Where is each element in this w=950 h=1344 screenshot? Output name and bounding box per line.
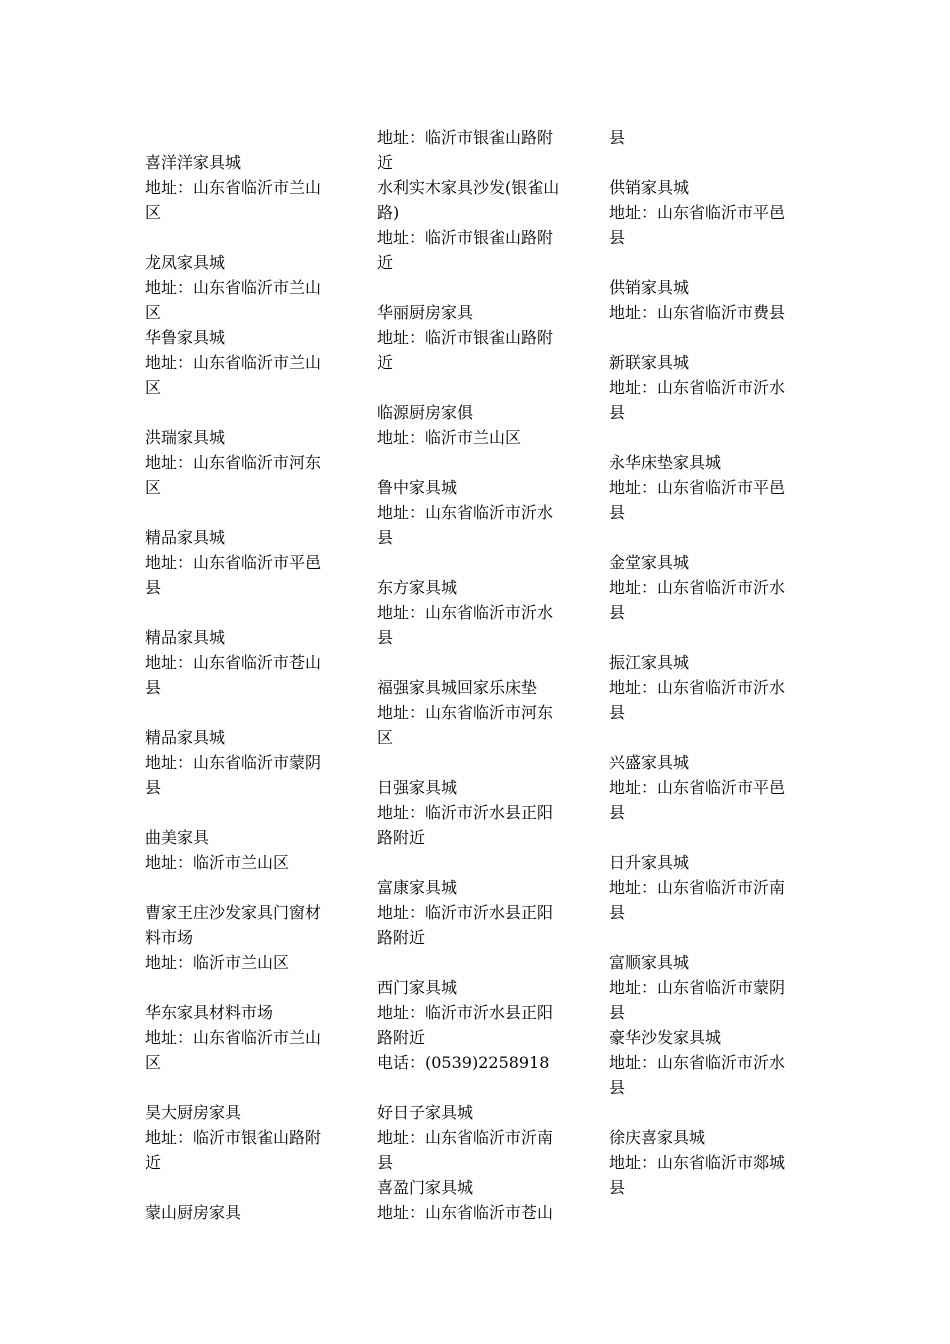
text-line: 华鲁家具城 bbox=[145, 328, 226, 347]
text-line bbox=[377, 750, 577, 775]
text-line: 蒙山厨房家具 bbox=[145, 1203, 242, 1222]
text-line: 地址：山东省临沂市沂水 bbox=[609, 678, 786, 697]
text-line bbox=[145, 600, 345, 625]
text-line: 路附近 bbox=[377, 828, 426, 847]
text-line bbox=[145, 225, 345, 250]
text-line bbox=[609, 150, 809, 175]
text-line: 料市场 bbox=[145, 928, 194, 947]
text-line: 振江家具城 bbox=[609, 653, 690, 672]
text-line bbox=[609, 925, 809, 950]
text-line: 日升家具城 bbox=[609, 853, 690, 872]
text-line bbox=[609, 525, 809, 550]
text-line: 永华床垫家具城 bbox=[609, 453, 722, 472]
text-line: 地址：山东省临沂市沂水 bbox=[609, 1053, 786, 1072]
text-line: 县 bbox=[377, 628, 394, 647]
text-line: 地址：临沂市银雀山路附 bbox=[377, 128, 554, 147]
text-line: 西门家具城 bbox=[377, 978, 458, 997]
text-line: 鲁中家具城 bbox=[377, 478, 458, 497]
text-line: 县 bbox=[609, 1078, 626, 1097]
text-line bbox=[377, 450, 577, 475]
text-line: 新联家具城 bbox=[609, 353, 690, 372]
text-line: 区 bbox=[145, 203, 162, 222]
text-line: 县 bbox=[609, 603, 626, 622]
text-line: 金堂家具城 bbox=[609, 553, 690, 572]
text-line bbox=[377, 275, 577, 300]
text-line: 县 bbox=[609, 1178, 626, 1197]
text-line: 地址：山东省临沂市沂水 bbox=[609, 578, 786, 597]
column-1 bbox=[145, 125, 345, 1225]
text-line: 区 bbox=[145, 478, 162, 497]
text-line: 地址：临沂市沂水县正阳 bbox=[377, 903, 554, 922]
text-line: 东方家具城 bbox=[377, 578, 458, 597]
text-line: 县 bbox=[609, 1003, 626, 1022]
text-line bbox=[377, 850, 577, 875]
text-line: 地址：山东省临沂市平邑 bbox=[609, 478, 786, 497]
text-line bbox=[609, 250, 809, 275]
text-line: 供销家具城 bbox=[609, 178, 690, 197]
text-line: 兴盛家具城 bbox=[609, 753, 690, 772]
text-line: 富顺家具城 bbox=[609, 953, 690, 972]
text-line: 县 bbox=[609, 803, 626, 822]
text-line: 地址：临沂市银雀山路附 bbox=[145, 1128, 322, 1147]
text-line: 昊大厨房家具 bbox=[145, 1103, 242, 1122]
text-line: 地址：山东省临沂市沂南 bbox=[609, 878, 786, 897]
text-line: 地址：山东省临沂市苍山 bbox=[377, 1203, 554, 1222]
text-line: 地址：山东省临沂市郯城 bbox=[609, 1153, 786, 1172]
text-line bbox=[145, 875, 345, 900]
text-line: 近 bbox=[377, 353, 394, 372]
text-line bbox=[145, 1075, 345, 1100]
text-line bbox=[145, 125, 345, 150]
text-line: 精品家具城 bbox=[145, 528, 226, 547]
text-line: 地址：山东省临沂市兰山 bbox=[145, 353, 322, 372]
text-line: 地址：山东省临沂市兰山 bbox=[145, 278, 322, 297]
text-line: 曲美家具 bbox=[145, 828, 210, 847]
text-line bbox=[609, 725, 809, 750]
text-line: 地址：山东省临沂市河东 bbox=[377, 703, 554, 722]
text-line: 徐庆喜家具城 bbox=[609, 1128, 706, 1147]
text-line bbox=[377, 650, 577, 675]
text-line bbox=[377, 1075, 577, 1100]
text-line: 区 bbox=[145, 378, 162, 397]
text-line: 路附近 bbox=[377, 1028, 426, 1047]
text-line: 地址：山东省临沂市兰山 bbox=[145, 1028, 322, 1047]
text-line: 地址：山东省临沂市苍山 bbox=[145, 653, 322, 672]
text-line: 县 bbox=[145, 778, 162, 797]
text-line: 地址：山东省临沂市蒙阴 bbox=[609, 978, 786, 997]
text-line: 地址：临沂市银雀山路附 bbox=[377, 228, 554, 247]
text-line: 区 bbox=[377, 728, 394, 747]
text-line: 地址：临沂市兰山区 bbox=[145, 853, 290, 872]
text-line: 路附近 bbox=[377, 928, 426, 947]
text-line: 临源厨房家俱 bbox=[377, 403, 474, 422]
text-line bbox=[377, 950, 577, 975]
text-line: 区 bbox=[145, 1053, 162, 1072]
text-line: 精品家具城 bbox=[145, 628, 226, 647]
column-2 bbox=[377, 125, 577, 1225]
text-line: 地址：山东省临沂市河东 bbox=[145, 453, 322, 472]
text-line: 县 bbox=[609, 128, 626, 147]
text-line: 路) bbox=[377, 203, 400, 222]
text-line: 豪华沙发家具城 bbox=[609, 1028, 722, 1047]
text-line: 喜洋洋家具城 bbox=[145, 153, 242, 172]
text-line: 县 bbox=[377, 528, 394, 547]
text-line: 县 bbox=[145, 678, 162, 697]
text-line: 地址：山东省临沂市蒙阴 bbox=[145, 753, 322, 772]
text-line: 曹家王庄沙发家具门窗材 bbox=[145, 903, 322, 922]
text-line: 华丽厨房家具 bbox=[377, 303, 474, 322]
text-line: 地址：山东省临沂市沂南 bbox=[377, 1128, 554, 1147]
text-line: 地址：山东省临沂市沂水 bbox=[609, 378, 786, 397]
text-line: 华东家具材料市场 bbox=[145, 1003, 274, 1022]
text-line: 县 bbox=[609, 228, 626, 247]
text-line: 日强家具城 bbox=[377, 778, 458, 797]
text-line: 喜盈门家具城 bbox=[377, 1178, 474, 1197]
text-line: 区 bbox=[145, 303, 162, 322]
text-line bbox=[609, 425, 809, 450]
text-line: 水利实木家具沙发(银雀山 bbox=[377, 178, 560, 197]
text-line bbox=[145, 400, 345, 425]
text-line bbox=[145, 500, 345, 525]
text-line: 地址：临沂市沂水县正阳 bbox=[377, 803, 554, 822]
text-line: 县 bbox=[609, 903, 626, 922]
text-line: 洪瑞家具城 bbox=[145, 428, 226, 447]
text-line: 县 bbox=[609, 403, 626, 422]
text-line: 地址：山东省临沂市费县 bbox=[609, 303, 786, 322]
text-line: 地址：山东省临沂市平邑 bbox=[145, 553, 322, 572]
text-line bbox=[377, 375, 577, 400]
text-line: 富康家具城 bbox=[377, 878, 458, 897]
text-line: 精品家具城 bbox=[145, 728, 226, 747]
text-line: 地址：山东省临沂市沂水 bbox=[377, 503, 554, 522]
text-line: 电话：(0539)2258918 bbox=[377, 1053, 550, 1072]
text-line bbox=[145, 975, 345, 1000]
text-line: 地址：临沂市沂水县正阳 bbox=[377, 1003, 554, 1022]
text-line: 地址：临沂市银雀山路附 bbox=[377, 328, 554, 347]
text-line: 地址：山东省临沂市沂水 bbox=[377, 603, 554, 622]
text-line bbox=[145, 800, 345, 825]
text-line: 地址：山东省临沂市平邑 bbox=[609, 778, 786, 797]
text-line bbox=[145, 700, 345, 725]
text-line: 县 bbox=[145, 578, 162, 597]
text-line: 福强家具城回家乐床垫 bbox=[377, 678, 538, 697]
text-line: 近 bbox=[377, 253, 394, 272]
text-line: 地址：山东省临沂市兰山 bbox=[145, 178, 322, 197]
text-line: 地址：临沂市兰山区 bbox=[145, 953, 290, 972]
text-line bbox=[609, 1100, 809, 1125]
column-3 bbox=[609, 125, 809, 1200]
text-line: 县 bbox=[377, 1153, 394, 1172]
text-line: 近 bbox=[145, 1153, 162, 1172]
text-line: 龙凤家具城 bbox=[145, 253, 226, 272]
text-line: 好日子家具城 bbox=[377, 1103, 474, 1122]
text-line: 地址：山东省临沂市平邑 bbox=[609, 203, 786, 222]
text-line bbox=[145, 1175, 345, 1200]
text-line bbox=[609, 625, 809, 650]
text-line bbox=[609, 325, 809, 350]
text-line: 近 bbox=[377, 153, 394, 172]
text-line bbox=[609, 825, 809, 850]
text-line: 县 bbox=[609, 703, 626, 722]
text-line: 县 bbox=[609, 503, 626, 522]
text-line bbox=[377, 550, 577, 575]
text-line: 地址：临沂市兰山区 bbox=[377, 428, 522, 447]
text-line: 供销家具城 bbox=[609, 278, 690, 297]
